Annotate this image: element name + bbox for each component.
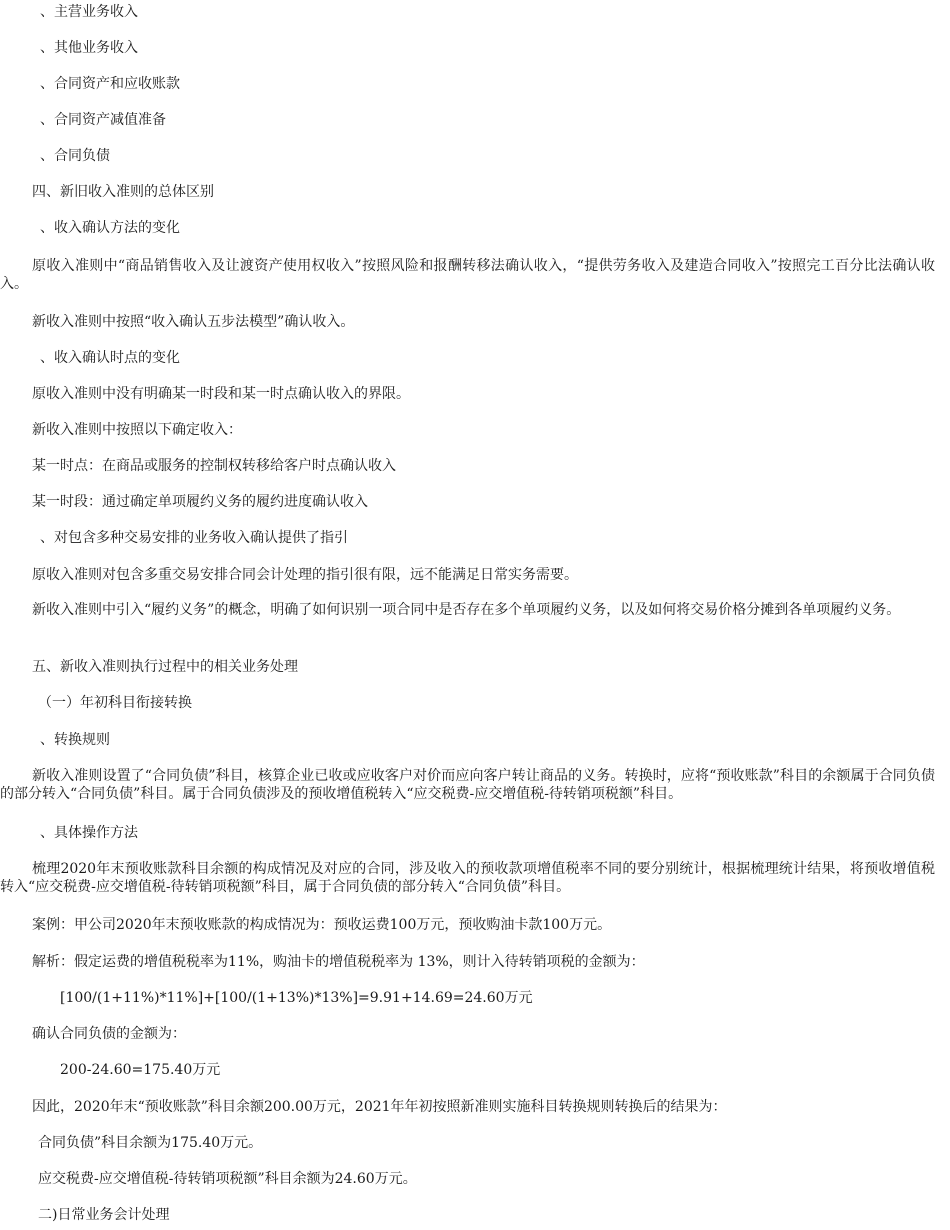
- list-item-main-revenue: 、主营业务收入: [40, 4, 138, 20]
- paragraph-liability-amount: 确认合同负债的金额为：: [32, 1026, 186, 1042]
- paragraph-liability-balance: 合同负债”科目余额为175.40万元。: [38, 1135, 263, 1151]
- subheading-conversion-rules: 、转换规则: [40, 732, 110, 748]
- subheading-account-conversion: （一）年初科目衔接转换: [38, 695, 192, 711]
- list-item-contract-liability: 、合同负债: [40, 148, 110, 164]
- formula-liability: 200-24.60=175.40万元: [60, 1062, 221, 1078]
- list-item-other-revenue: 、其他业务收入: [40, 40, 138, 56]
- list-item-contract-assets: 、合同资产和应收账款: [40, 76, 180, 92]
- paragraph-analysis: 解析：假定运费的增值税税率为11%，购油卡的增值税税率为 13%，则计入待转销项税的金额为：: [32, 954, 645, 970]
- section-heading-5: 五、新收入准则执行过程中的相关业务处理: [32, 659, 298, 675]
- paragraph-conclusion: 因此，2020年末“预收账款”科目余额200.00万元，2021年年初按照新准则实施科目转换规则转换后的结果为：: [32, 1099, 727, 1115]
- subheading-method-change: 、收入确认方法的变化: [40, 220, 180, 236]
- paragraph-case: 案例：甲公司2020年末预收账款的构成情况为：预收运费100万元，预收购油卡款100万元。: [32, 917, 612, 933]
- subheading-operation-method: 、具体操作方法: [40, 825, 138, 841]
- paragraph-point-in-time: 某一时点：在商品或服务的控制权转移给客户时点确认收入: [32, 458, 396, 474]
- paragraph-tax-balance: 应交税费-应交增值税-待转销项税额”科目余额为24.60万元。: [38, 1171, 417, 1187]
- paragraph-new-timing: 新收入准则中按照以下确定收入：: [32, 422, 242, 438]
- formula-output-tax: [100/(1+11%)*11%]+[100/(1+13%)*13%]=9.91+14.69=24.60万元: [60, 990, 533, 1006]
- paragraph-conversion-rules: 新收入准则设置了“合同负债”科目，核算企业已收或应收客户对价而应向客户转让商品的义务。转换时，应将“预收账款”科目的余额属于合同负债的部分转入“合同负债”科目。属于合同负债涉及的预收增值税转入“应交税费-应交增值税-待转销项税额”科目。: [0, 768, 935, 802]
- subheading-multiple-arrangements: 、对包含多种交易安排的业务收入确认提供了指引: [40, 530, 348, 546]
- subheading-timing-change: 、收入确认时点的变化: [40, 350, 180, 366]
- paragraph-over-time: 某一时段：通过确定单项履约义务的履约进度确认收入: [32, 494, 368, 510]
- section-heading-4: 四、新旧收入准则的总体区别: [32, 184, 214, 200]
- paragraph-old-guidance: 原收入准则对包含多重交易安排合同会计处理的指引很有限，远不能满足日常实务需要。: [32, 567, 578, 583]
- list-item-impairment: 、合同资产减值准备: [40, 112, 166, 128]
- paragraph-performance-obligation: 新收入准则中引入“履约义务”的概念，明确了如何识别一项合同中是否存在多个单项履约义务，以及如何将交易价格分摊到各单项履约义务。: [32, 602, 901, 618]
- paragraph-new-method: 新收入准则中按照“收入确认五步法模型”确认收入。: [32, 314, 355, 330]
- section-heading-daily: 二)日常业务会计处理: [38, 1207, 170, 1223]
- paragraph-old-method: 原收入准则中“商品销售收入及让渡资产使用权收入”按照风险和报酬转移法确认收入，“提供劳务收入及建造合同收入”按照完工百分比法确认收入。: [0, 258, 935, 292]
- paragraph-operation-method: 梳理2020年末预收账款科目余额的构成情况及对应的合同，涉及收入的预收款项增值税率不同的要分别统计，根据梳理统计结果，将预收增值税转入“应交税费-应交增值税-待转销项税额”科目，属于合同负债的部分转入“合同负债”科目。: [0, 861, 935, 895]
- paragraph-old-timing: 原收入准则中没有明确某一时段和某一时点确认收入的界限。: [32, 386, 410, 402]
